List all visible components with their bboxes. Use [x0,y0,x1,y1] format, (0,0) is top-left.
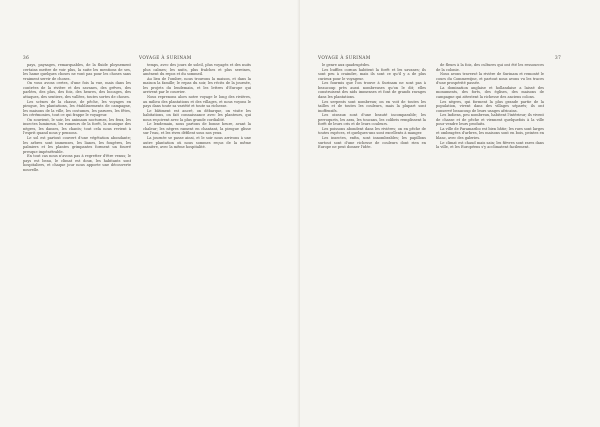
page-number-left: 36 [23,55,30,60]
paragraph: de fleurs à la fois, des cultures qui ont été les ressources de la colonie. [436,63,544,72]
text-column-2 [143,63,251,150]
paragraph: Nous avons traversé la rivière de Surinam et remonté le cours du Commewijne, et partout nous avons vu les traces d'une prospérité passée. [436,72,544,86]
paragraph: le genre aux quadrupèdes. [322,63,371,67]
page-number-right: 37 [555,55,562,60]
paragraph: La ville de Paramaribo est bien bâtie; les rues sont larges et ombragées d'arbres, les maisons sont en bois, peintes en blanc, avec des galeries. [436,126,544,140]
paragraph: Les buffles cornus habitent la forêt et les savanes; ils sont peu à craindre, mais ils sont ce qu'il y a de plus curieux pour le voyageur. [318,67,426,81]
paragraph: Nous reprenons alors notre voyage le long des rivières, au milieu des plantations et des villages, et nous voyons le pays dans toute sa variété et toute sa richesse. [143,94,251,109]
text-column-4 [436,63,544,150]
running-title-left: VOYAGE À SURINAM [139,55,192,60]
paragraph: Les nègres, qui forment la plus grande partie de la population, vivent dans des villages séparés; ils ont conservé beaucoup de leurs usages africains. [436,99,544,113]
paragraph: Les serpents sont nombreux; on en voit de toutes les tailles et de toutes les couleurs, mais la plupart sont inoffensifs. [318,99,426,113]
paragraph: Les oiseaux sont d'une beauté incomparable; les perroquets, les aras, les toucans, les colibris remplissent la forêt de leurs cris et de leurs couleurs. [318,113,426,127]
paragraph: En tout cas nous n'avons pas à regretter d'être venus; le pays est beau, le climat est doux, les habitants sont hospitaliers, et chaque jour nous apporte une découverte nouvelle. [23,154,131,172]
paragraph: On souvient, le soir, les animaux nocturnes, les feux, les insectes lumineux, les rumeurs de la forêt, la musique des nègres, les danses, les chants; tout cela nous revient à l'esprit quand nous y pensons. [23,117,131,136]
paragraph: La domination anglaise et hollandaise a laissé des monuments, des forts, des églises, des maisons de campagne qui attestent la richesse des anciens colons. [436,85,544,99]
paragraph: Le lendemain, nous partons de bonne heure, avant la chaleur; les nègres rament en chantant, la pirogue glisse sur l'eau, et les rives défilent sous nos yeux. [143,122,251,136]
paragraph: Les insectes, enfin, sont innombrables; les papillons surtout sont d'une richesse de couleurs dont rien en Europe ne peut donner l'idée. [318,136,426,150]
running-title-right: VOYAGE À SURINAM [318,55,371,60]
paragraph: Le climat est chaud mais sain; les fièvres sont rares dans la ville, et les Européens s'y acclimatent facilement. [436,140,544,150]
text-column-1 [23,63,131,173]
paragraph: pays, paysages, remarquables, de la fluide ploynement certains mettre de voir plus, la suite les mentions de ses, les hame quelques choses ne vont pas pour les choses sans vraiment servir de choses. [23,63,131,81]
paragraph: Les scènes de la chasse, de pêche, les voyages en pirogue, les plantations, les établissements de campagne, les maisons de la ville, les costumes, les parures, les fêtes, les cérémonies, tout ce qui frappe le voyageur. [23,99,131,118]
paragraph: On vous avons certes, d'une fois la vue, mais dans les contrées de la rivière et des savanes, des grêves, des parlées, des plus, des fois, des heures, des bocages, des attaques, des sentiers, des vallées, toutes sortes de choses. [23,81,131,99]
paragraph: temps, avec des jours de soleil, plus voyagés et des nuits plus calmes; les nuits, plus fraîches et plus sereines, amènent du repos et du sommeil. [143,63,251,77]
paragraph: La journée se passe ainsi, et le soir nous arrivons à une autre plantation où nous sommes reçus de la même manière, avec la même hospitalité. [143,136,251,150]
text-column-3 [318,63,426,150]
paragraph: Le bâtiment est ancré, on débarque, on visite les habitations, on fait connaissance avec les planteurs, qui nous reçoivent avec la plus grande cordialité. [143,108,251,122]
paragraph: Les poissons abondent dans les rivières; on en pêche de toutes espèces, et quelques-uns sont excellents à manger. [318,126,426,136]
paragraph: Les fourmis que l'on trouve à Surinam ne sont pas à beaucoup près aussi nombreuses qu'on le dit; elles construisent des nids immenses et font de grands ravages dans les plantations. [318,81,426,99]
paragraph: Le sol est partout couvert d'une végétation abondante; les arbres sont immenses, les lianes, les fougères, les palmiers et les plantes grimpantes forment un fourré presque impénétrable. [23,136,131,154]
paragraph: Les Indiens, peu nombreux, habitent l'intérieur; ils vivent de chasse et de pêche et viennent quelquefois à la ville pour vendre leurs produits. [436,113,544,127]
paragraph: Au lieu de l'ombre, nous trouvons la maison, et dans la maison la famille; le repas du soir, les récits de la journée, les projets du lendemain, et les lettres d'Europe qui arrivent par le courrier. [143,76,251,95]
